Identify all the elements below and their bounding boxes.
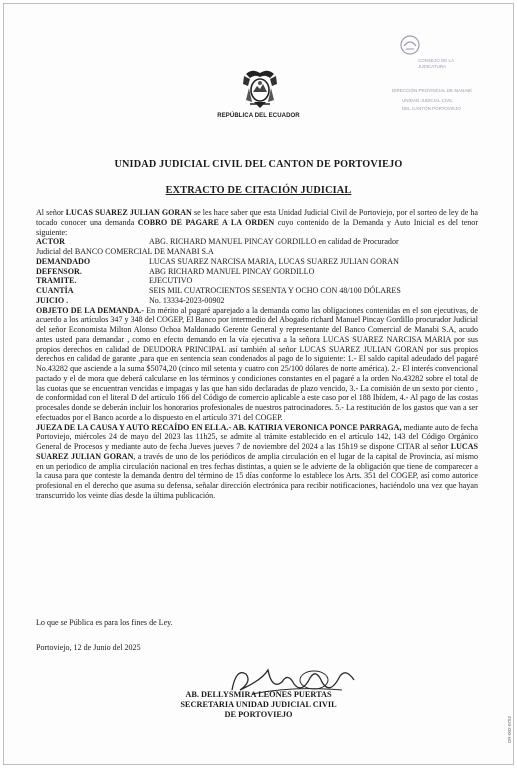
intro-paragraph: Al señor LUCAS SUAREZ JULIAN GORAN se les hace saber que esta Unidad Judicial Civil de Portoviejo, por el sorteo de ley de ha tocado conocer una demanda COBRO DE PAGARE A LA ORDEN cuyo contenido de la Demanda y Auto Inicial es del tenor siguiente: xyxy=(36,208,479,237)
claim-type: COBRO DE PAGARE A LA ORDEN xyxy=(137,217,275,227)
field-row-defender: DEFENSOR. ABG RICHARD MANUEL PINCAY GORDILLO xyxy=(36,266,315,276)
field-row-defendant: DEMANDADO LUCAS SUAREZ NARCISA MARIA, LUCAS SUAREZ JULIAN GORAN xyxy=(36,256,399,266)
official-stamp xyxy=(380,28,478,126)
field-row-case-number: JUICIO . No. 13334-2023-00902 xyxy=(36,295,225,305)
stamp-line-2: DIRECCIÓN PROVINCIAL DE MANABÍ xyxy=(392,88,472,93)
signer-name: AB. DELLYSMIRA LEONES PUERTAS xyxy=(185,690,332,699)
coat-of-arms-icon xyxy=(240,64,280,112)
field-row-actor-cont: Judicial del BANCO COMERCIAL DE MANABI S.A xyxy=(36,247,214,256)
object-paragraph: OBJETO DE LA DEMANDA.- En mérito al pagaré aparejado a la demanda como las obligaciones contenidas en el son ejecutivas, de acuerdo a los artículos 347 y 348 del COGEP, El Banco por intermedio del Abogado richard Manuel Pincay Gordillo procurador Judicial del señor Economista Milton Alonso Ochoa Maldonado Gerente General y representante del Banco Comercial de Manabi S.A, acudo antes usted para demandar , como en efecto demando en la vía ejecutiva a la señora LUCAS SUAREZ NARCISA MARIA por sus propios derechos en calidad de DEUDORA PRINCIPAL así también al señor LUCAS SUAREZ JULIAN GORAN por sus propios derechos en calidad de garante ,para que en sentencia sean condenados al pago de lo siguiente: 1.- El saldo capital adeudado del pagaré No.43282 que asciende a la suma $5074,20 (cinco mil setenta y cuatro con 25/100 dólares de norte américa). 2.- El interés convencional pactado y el de mora que deberá calcularse en los términos y condiciones constantes en el pagaré a la orden No.43282 sobre el total de las cuotas que se encuentran vencidas e impagas y las que han sido declaradas de plazo vencido, 3.- La comisión de un sexto por ciento , de conformidad con el literal D del artículo 166 del Código de comercio aplicable a este caso por el 188 Ibídem, 4.- Al pago de las costas procesales donde se deberán incluir los honorarios profesionales de nuestros patrocinadores. 5.- La restitución de los gastos que van a ser efectuados por el Banco acorde a lo dispuesto en el artículo 371 del COGEP. xyxy=(36,305,479,422)
signer-title-1: SECRETARIA UNIDAD JUDICIAL CIVIL xyxy=(180,700,337,709)
signer-title-2: DE PORTOVIEJO xyxy=(224,710,293,719)
document-body xyxy=(36,208,478,501)
document-page xyxy=(3,3,514,765)
field-row-actor: ACTOR ABG. RICHARD MANUEL PINCAY GORDILLO en calidad de Procurador xyxy=(36,237,399,247)
signer-block xyxy=(4,690,513,720)
judicatura-logo-icon xyxy=(398,34,422,56)
stamp-line-1: CONSEJO DE LA JUDICATURA xyxy=(418,58,454,69)
judge-paragraph: JUEZA DE LA CAUSA Y AUTO RECAÍDO EN ELLA.- AB. KATIRIA VERONICA PONCE PARRAGA, mediante auto de fecha Portoviejo, miércoles 24 de mayo del 2023 las 11h25, se admite al trámite establecido en el artículo 142, 143 del Código Orgánico General de Procesos y mediante auto de fecha Jueves jueves 7 de noviembre del 2024 a las 15h19 se dispone CITAR al señor LUCAS SUAREZ JULIAN GORAN, a través de uno de los periódicos de amplia circulación en el lugar de la capital de Provincia, así mismo en un periodico de amplia circulación nacional en tres fechas distintas, a quien se le advierte de la obligación que tiene de comparecer a la causa para que conteste la demanda dentro del término de 15 días conforme lo establece los Arts. 351 del COGEP, así como autorice profesional en el derecho que asuma su defensa, señalar dirección electrónica para recibir notificaciones, haciéndolo una vez que hayan transcurrido los veinte días desde la última publicación. xyxy=(36,422,479,500)
document-title: EXTRACTO DE CITACIÓN JUDICIAL xyxy=(165,185,352,196)
place-date: Portoviejo, 12 de Junio del 2025 xyxy=(36,643,141,652)
closing-line: Lo que se Pública es para los fines de Ley. xyxy=(36,618,173,627)
court-heading: UNIDAD JUDICIAL CIVIL DEL CANTON DE PORTOVIEJO xyxy=(114,159,403,170)
field-row-procedure: TRAMITE. EJECUTIVO xyxy=(36,276,193,286)
stamp-line-4: DEL CANTÓN PORTOVIEJO xyxy=(402,106,461,111)
document-code: DR-002-0752 xyxy=(507,716,512,744)
field-row-amount: CUANTÍA SEIS MIL CUATROCIENTOS SESENTA Y OCHO CON 48/100 DÓLARES xyxy=(36,286,401,295)
republic-label: REPÚBLICA DEL ECUADOR xyxy=(217,113,300,119)
defendant-name: LUCAS SUAREZ JULIAN GORAN xyxy=(65,208,192,217)
stamp-line-3: UNIDAD JUDICIAL CIVIL xyxy=(402,98,453,103)
